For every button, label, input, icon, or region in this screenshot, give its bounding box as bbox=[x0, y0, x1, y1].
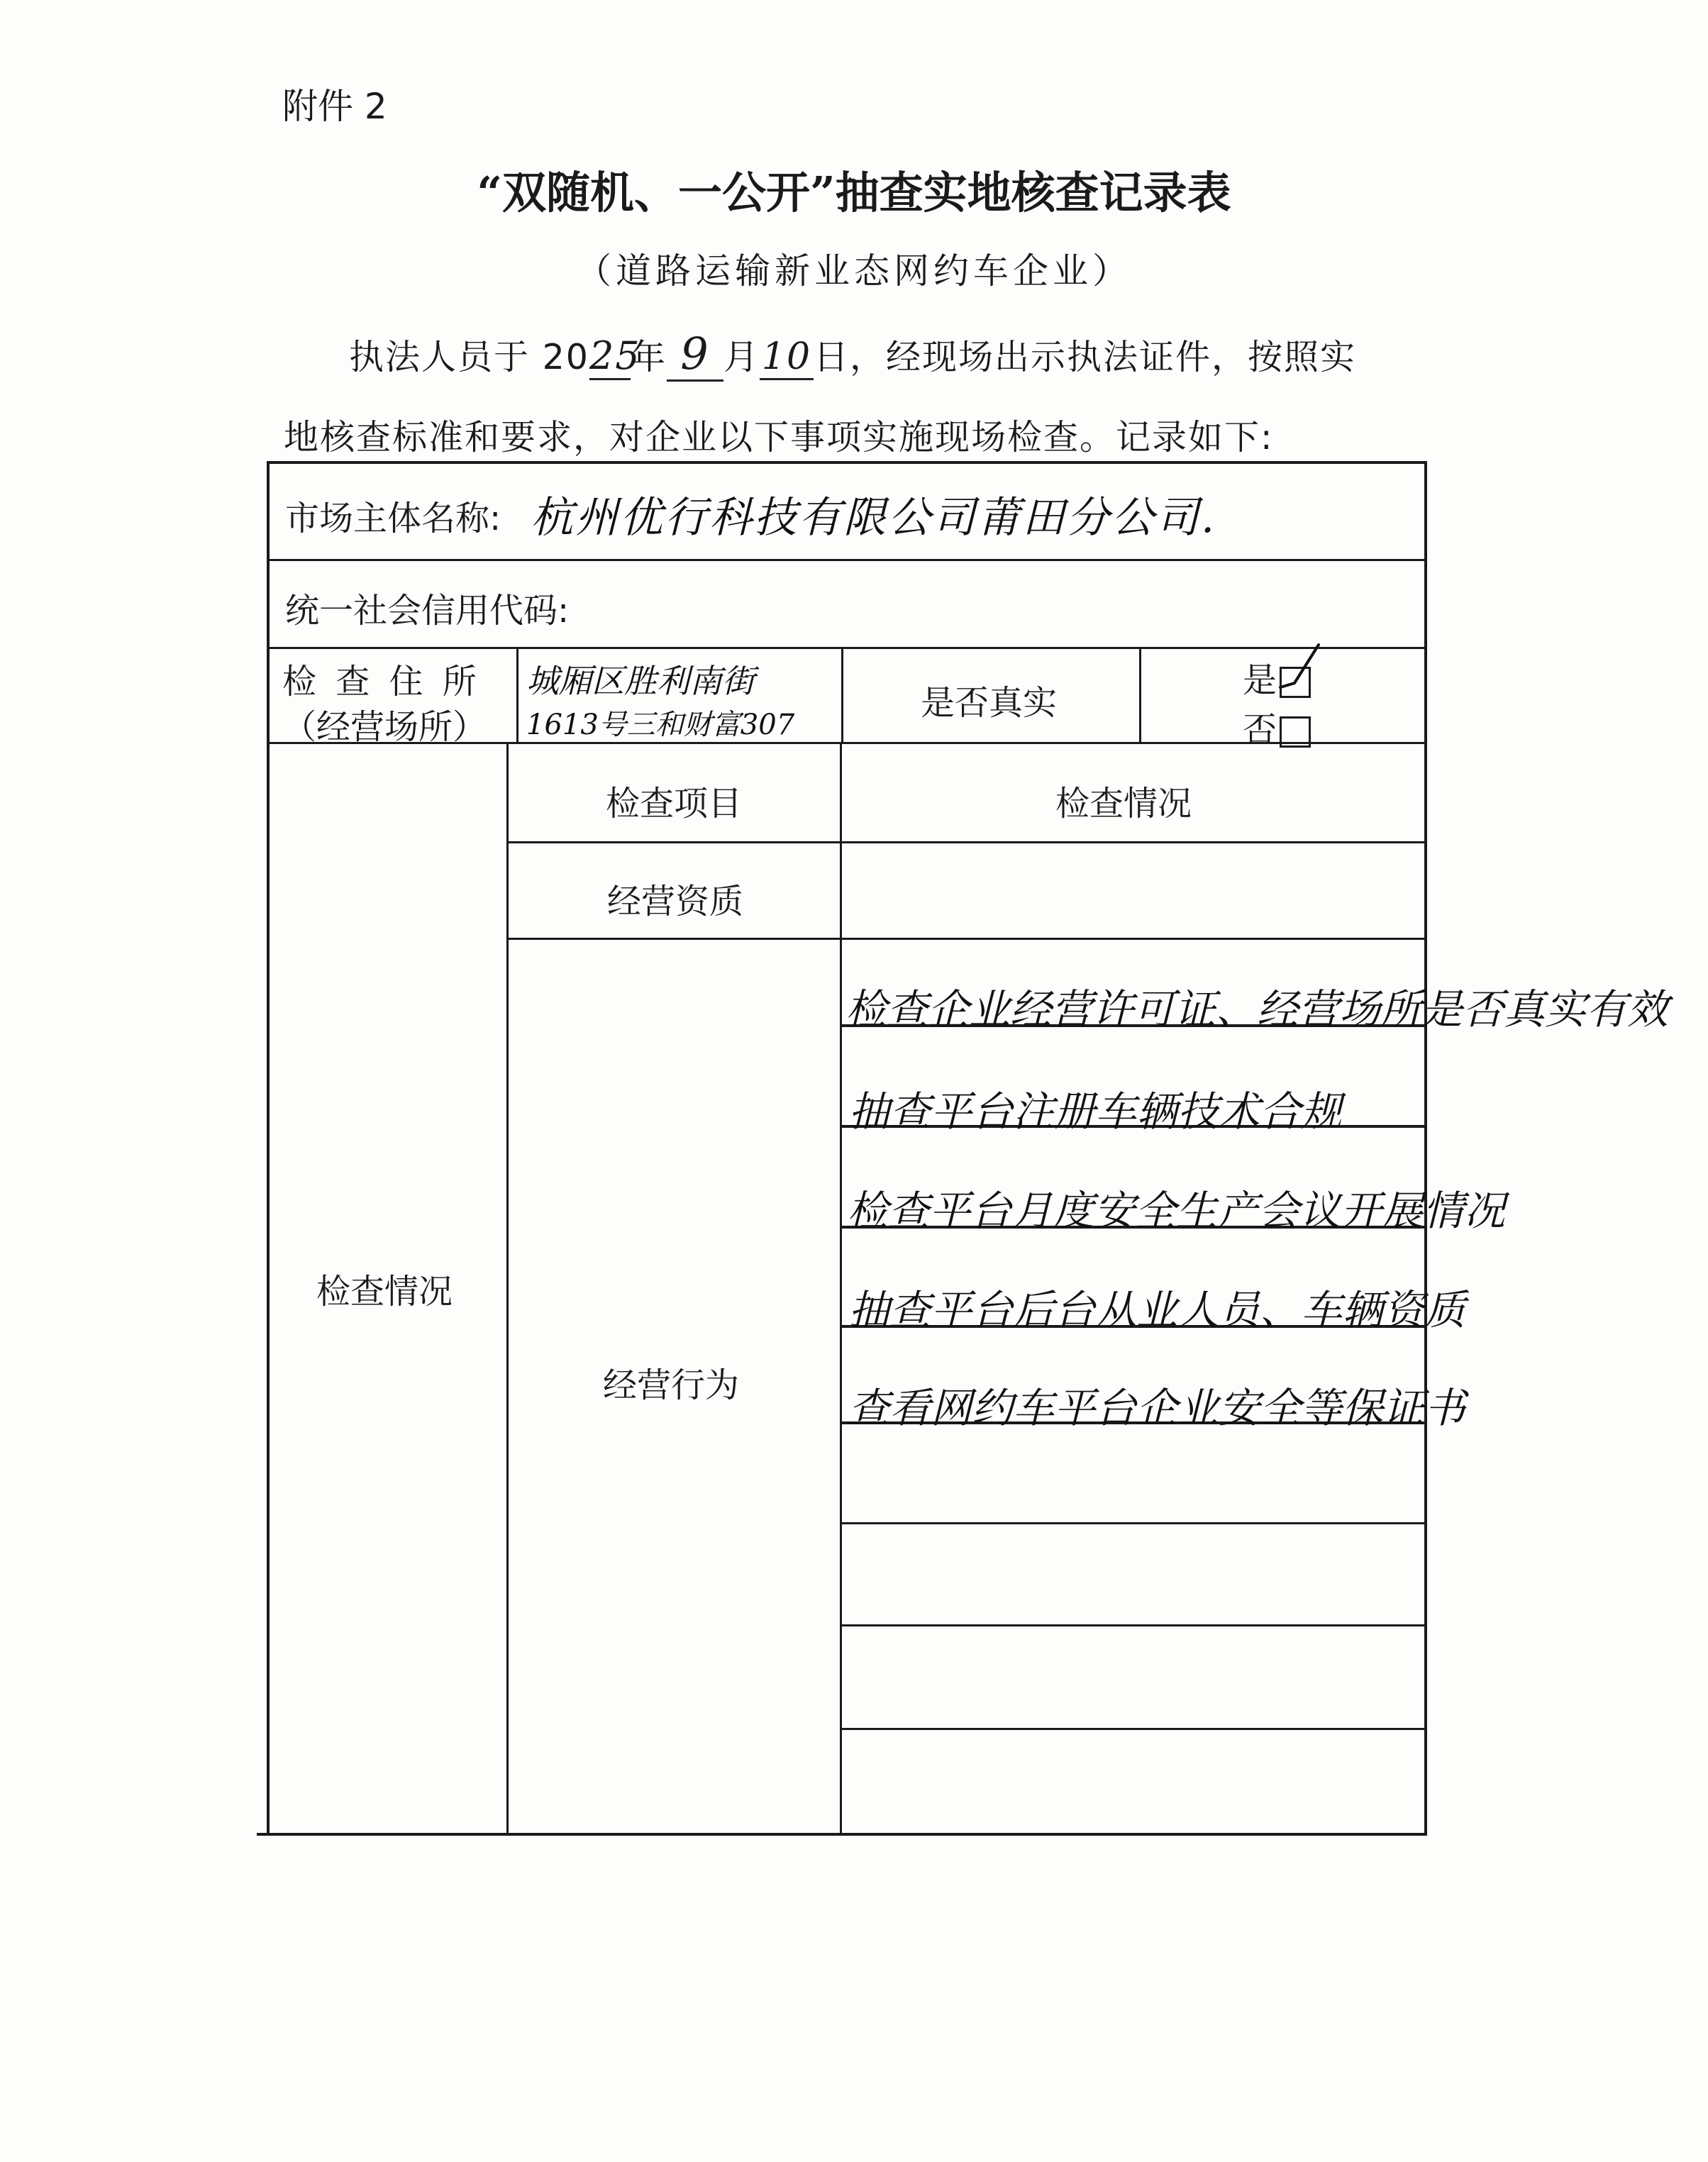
intro-suffix: 日，经现场出示执法证件，按照实 bbox=[813, 337, 1356, 377]
document-subtitle: （道路运输新业态网约车企业） bbox=[576, 250, 1132, 292]
item-col-divider bbox=[840, 742, 842, 1834]
attachment-label: 附件 2 bbox=[282, 86, 387, 127]
month-suffix: 月 bbox=[723, 337, 760, 377]
table-top-border bbox=[268, 461, 1427, 464]
credit-code-label: 统一社会信用代码: bbox=[285, 591, 570, 631]
qualification-row-separator bbox=[508, 938, 1427, 940]
option-yes-label: 是 bbox=[1243, 660, 1277, 700]
option-no-label: 否 bbox=[1243, 710, 1277, 750]
row-separator-credit bbox=[268, 647, 1427, 649]
entity-name-value: 杭州优行科技有限公司莆田分公司. bbox=[531, 493, 1217, 543]
table-left-border bbox=[267, 461, 270, 1836]
behavior-row-line-8 bbox=[841, 1728, 1427, 1730]
behavior-row-text: 抽查平台注册车辆技术合规 bbox=[848, 1087, 1343, 1136]
entity-name-label: 市场主体名称: bbox=[285, 499, 501, 538]
intro-prefix: 执法人员于 20 bbox=[349, 337, 589, 377]
address-col-divider-3 bbox=[1139, 647, 1141, 743]
behavior-row-text: 抽查平台后台从业人员、车辆资质 bbox=[848, 1286, 1466, 1334]
behavior-label: 经营行为 bbox=[603, 1365, 740, 1405]
day-handwritten: 10 bbox=[760, 336, 814, 380]
year-handwritten: 25 bbox=[589, 333, 631, 380]
address-col-divider-1 bbox=[516, 647, 518, 743]
col-situation-header: 检查情况 bbox=[1055, 784, 1192, 824]
month-handwritten: 9 bbox=[667, 328, 723, 382]
check-mark-icon bbox=[1279, 641, 1321, 697]
option-yes bbox=[1243, 653, 1311, 702]
yes-checkbox[interactable] bbox=[1280, 667, 1311, 698]
authentic-label: 是否真实 bbox=[921, 683, 1058, 723]
no-checkbox[interactable] bbox=[1280, 716, 1311, 748]
col-item-header: 检查项目 bbox=[606, 784, 743, 824]
behavior-row-text: 检查平台月度安全生产会议开展情况 bbox=[847, 1187, 1506, 1235]
table-bottom-border bbox=[257, 1833, 1427, 1836]
table-right-border bbox=[1424, 461, 1427, 1834]
option-no bbox=[1243, 702, 1311, 751]
address-col-divider-2 bbox=[841, 647, 843, 743]
document-title: “双随机、一公开”抽查实地核查记录表 bbox=[477, 167, 1231, 218]
inspection-section-label: 检查情况 bbox=[316, 1272, 453, 1312]
year-suffix: 年 bbox=[630, 337, 667, 377]
behavior-row-text: 查看网约车平台企业安全等保证书 bbox=[848, 1384, 1466, 1432]
section-col-divider bbox=[506, 742, 509, 1834]
behavior-row-text: 检查企业经营许可证、经营场所是否真实有效 bbox=[845, 985, 1669, 1033]
address-label-line-2: （经营场所） bbox=[282, 707, 487, 747]
behavior-row-line-6 bbox=[841, 1522, 1427, 1524]
intro-line-1 bbox=[349, 328, 1356, 382]
address-value-line-1: 城厢区胜利南街 bbox=[526, 662, 755, 700]
intro-line-2: 地核查标准和要求，对企业以下事项实施现场检查。记录如下: bbox=[284, 417, 1274, 458]
row-separator-entity bbox=[268, 559, 1427, 561]
behavior-row-line-7 bbox=[841, 1624, 1427, 1626]
header-row-separator bbox=[508, 841, 1427, 843]
address-value-line-2: 1613号三和财富307 bbox=[526, 709, 795, 741]
address-label-line-1: 检 查 住 所 bbox=[282, 662, 481, 702]
qualification-label: 经营资质 bbox=[607, 882, 744, 921]
